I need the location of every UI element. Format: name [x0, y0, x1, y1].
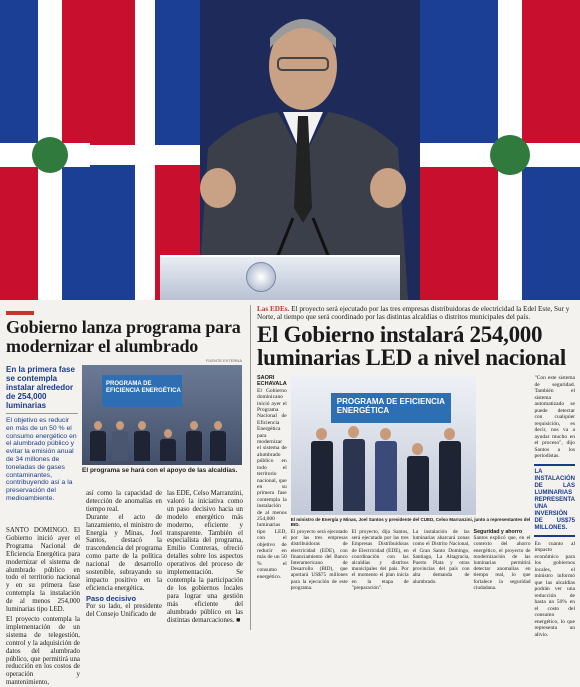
left-col-2-para-b: Durante el acto de lanzamiento, el ministro de Energía y Minas, Joel Santos, destacó la trascendencia del programa como parte de la política nacional de desarrollo sostenible, subrayando su impacto positivo en la eficiencia energética. — [86, 513, 162, 592]
photo-credit: FUENTE EXTERNA — [205, 358, 242, 363]
podium — [160, 255, 400, 300]
event-photo-caption: El ministro de Energía y Minas, Joel Santos y presidente del CUED, Celso Marranzini, junto a representantes del BID. — [290, 517, 531, 527]
person-figure — [439, 428, 461, 511]
section-rule — [6, 311, 34, 315]
left-article — [0, 305, 248, 687]
left-col-1-para: SANTO DOMINGO. El Gobierno inició ayer el Programa Nacional de Eficiencia Energética para modernizar el sistema de alumbrado público en todo el territorio nacional y en su primera fase contempla la instalación de al menos 254,000 luminarias tipo LED. — [6, 527, 80, 614]
person-figure — [407, 443, 429, 511]
author-name: SAORI ECHAVALA — [257, 375, 287, 388]
inset-photo-wrap — [82, 365, 242, 503]
left-col-2-para-c: Por su lado, el presidente del Consejo Unificado de — [86, 602, 162, 618]
right-subhead: Seguridad y ahorro — [473, 529, 523, 535]
inset-photo — [82, 365, 242, 465]
person-figure — [186, 421, 202, 461]
right-col-1-para: El Gobierno dominicano inició ayer el Programa Nacional de Eficiencia Energética para modernizar el sistema de alumbrado público en todo el territorio nacional, que en su primera fase contempla la instalación de al menos 254,000 luminarias tipo LED, con el objetivo de reducir en más de un 50 % el consumo energético. — [257, 387, 287, 580]
right-kicker — [257, 305, 575, 321]
presidential-seal-icon — [246, 262, 276, 292]
person-figure — [311, 428, 333, 511]
presentation-screen — [102, 375, 182, 407]
kicker-text: El proyecto será ejecutado por las tres empresas distribuidoras de electricidad la Edel Este, Sur y Norte, al tiempo que será coordinado por las distintas alcaldías o distritos municipales del país. — [257, 305, 570, 321]
screen-text: PROGRAMA DE EFICIENCIA ENERGÉTICA — [106, 381, 181, 394]
person-figure — [160, 429, 176, 461]
summary-lead: En la primera fase se contempla instalar alrededor de 254,000 luminarias — [6, 365, 75, 410]
left-col-3-para: las EDE, Celso Marranzini, valoró la iniciativa como un paso decisivo hacia un modelo energético más moderno, eficiente y transparente. También el especialista del programa, Emilio Contreras, ofreció detalles sobre los aspectos operativos del proceso de implementación. Se contempla la participación de los gobiernos locales para lograr una gestión más eficiente del alumbrado público en las distintas demarcaciones. ■ — [167, 490, 243, 624]
left-col-1 — [6, 420, 80, 506]
right-bottom-col-4-para: Santos explicó que, en el contexto del ahorro energético, el proyecto de modernización de las luminarias permitirá detectar anomalías en tiempo real, lo que fortalece la seguridad ciudadana. — [473, 535, 531, 591]
left-col-1-para-b: El proyecto contempla la implementación de un sistema de telegestión, control y la adquisición de datos del alumbrado público, que permitirá una reducción en los costos de operación y mantenimiento, — [6, 615, 80, 687]
column-divider — [250, 305, 251, 630]
right-bottom-col-1: El proyecto será ejecutado por las tres empresas distribuidoras de electricidad (EDE), con financiamiento del Banco Interamericano de Desarrollo (BID), que aportará US$75 millones para la ejecución de este programa. — [290, 529, 348, 591]
right-bottom-col-2: El proyecto, dijo Santos, será ejecutado por las tres Empresas Distribuidoras de Electricidad (EDE), en coordinación con las alcaldías y distritos municipales del país. Por el momento el plan inicia en la etapa de "preparación". — [351, 529, 409, 591]
screen-text: PROGRAMA DE EFICIENCIA ENERGÉTICA — [336, 397, 445, 415]
right-article — [252, 305, 580, 638]
dominican-flag-right — [420, 0, 580, 300]
right-bottom-col-3: La instalación de las luminarias abarcará zonas como el Distrito Nacional, el Gran Santo Domingo, Santiago, La Altagracia, Puerto Plata y otras provincias del país con alta demanda de alumbrado. — [412, 529, 470, 585]
right-side-para-b: En cuanto al impacto económico para los gobiernos locales, el ministro informó que las alcaldías podrán ver una reducción de hasta un 50% en el costo del consumo energético, lo que representa un alivio. — [534, 540, 575, 638]
summary-divider — [6, 413, 78, 414]
right-photo-wrap — [291, 375, 531, 638]
right-col-1 — [257, 375, 287, 638]
left-col-1-text — [6, 527, 80, 687]
inset-caption: El programa se hará con el apoyo de las alcaldías. — [82, 467, 238, 474]
person-figure — [375, 428, 397, 511]
event-photo — [291, 375, 476, 515]
right-body — [257, 375, 575, 638]
right-side-col — [534, 375, 575, 638]
person-figure — [90, 421, 106, 461]
right-bottom-body — [291, 529, 531, 591]
summary-objective: El objetivo es reducir en más de un 50 % el consumo energético en el alumbrado público y evitar la emisión anual de 34 millones de toneladas de gases contaminantes, contribuyendo así a la preservación del medioambiente. — [6, 417, 77, 502]
kicker-label: Las EDEs. — [257, 305, 290, 313]
person-figure — [112, 421, 128, 461]
left-col-2-para: así como la capacidad de detección de anomalías en tiempo real. — [86, 490, 162, 513]
right-side-para: "Con este sistema de seguridad. También el sistema automatizado se puede detectar con cualquier requisición, es decir, nos va a ayudar mucho en el proceso", dijo Santos a los periodistas. — [534, 375, 575, 459]
person-figure — [134, 421, 150, 461]
left-col-2-text — [86, 490, 162, 619]
left-subhead: Paso decisivo — [86, 593, 137, 603]
hero-photo — [0, 0, 580, 300]
presentation-screen — [331, 393, 451, 423]
pullquote: LA INSTALACIÓN DE LAS LUMINARIAS REPRESENTA UNA INVERSIÓN DE US$75 MILLONES. — [534, 464, 575, 537]
left-headline: Gobierno lanza programa para modernizar el alumbrado — [6, 317, 241, 356]
person-figure — [210, 421, 226, 461]
right-headline: El Gobierno instalará 254,000 luminarias LED a nivel nacional — [257, 322, 566, 370]
left-col-3-text — [167, 490, 243, 624]
person-figure — [343, 426, 365, 511]
right-bottom-col-4 — [474, 529, 531, 591]
